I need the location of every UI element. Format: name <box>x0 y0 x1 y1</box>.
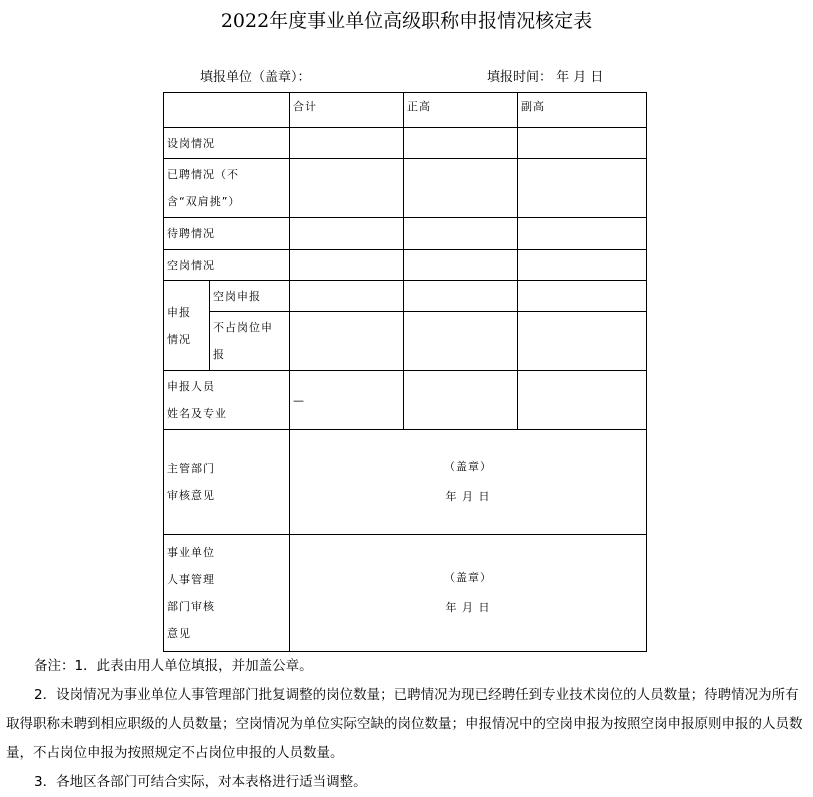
hr-approval-cell[interactable] <box>290 535 647 652</box>
apply-label-line1: 申报 <box>167 305 191 319</box>
row-pending <box>164 218 647 250</box>
column-header-associate: 副高 <box>518 93 647 128</box>
row-applicants <box>164 371 647 430</box>
row-hired <box>164 159 647 218</box>
cell-hired-total[interactable] <box>290 159 404 218</box>
nonoccupy-label-line2: 报 <box>213 348 225 361</box>
nonoccupy-label-line1: 不占岗位申 <box>213 321 273 334</box>
hr-label-line3: 部门审核 <box>167 600 215 613</box>
supervisor-stamp: （盖章） <box>444 460 492 473</box>
note-3: 3．各地区各部门可结合实际，对本表格进行适当调整。 <box>34 774 367 790</box>
header-row <box>164 93 647 128</box>
supervisor-date: 年 月 日 <box>445 490 491 503</box>
approval-form-table <box>163 92 647 652</box>
cell-apply-vacant-senior[interactable] <box>404 281 518 312</box>
hired-label-line1: 已聘情况（不 <box>167 168 239 181</box>
supervisor-label-line1: 主管部门 <box>167 462 215 475</box>
hr-stamp: （盖章） <box>444 571 492 584</box>
apply-label-line2: 情况 <box>167 332 191 346</box>
row-hr-approval <box>164 535 647 652</box>
fill-time-label: 填报时间： 年 月 日 <box>487 70 604 85</box>
cell-set-posts-associate[interactable] <box>518 128 647 159</box>
sub-label-apply-nonoccupy <box>210 312 290 371</box>
unit-label: 填报单位（盖章）： <box>200 70 311 85</box>
cell-vacant-senior[interactable] <box>404 250 518 281</box>
row-label-pending: 待聘情况 <box>164 218 290 250</box>
supervisor-approval-cell[interactable] <box>290 430 647 535</box>
cell-apply-nonoccupy-senior[interactable] <box>404 312 518 371</box>
row-label-vacant: 空岗情况 <box>164 250 290 281</box>
hr-label-line4: 意见 <box>167 627 191 640</box>
column-header-senior: 正高 <box>404 93 518 128</box>
cell-applicants-total[interactable]: — <box>290 371 404 430</box>
row-apply-vacant <box>164 281 647 312</box>
cell-hired-associate[interactable] <box>518 159 647 218</box>
cell-apply-vacant-associate[interactable] <box>518 281 647 312</box>
hr-label-line2: 人事管理 <box>167 573 215 586</box>
row-vacant <box>164 250 647 281</box>
cell-vacant-associate[interactable] <box>518 250 647 281</box>
applicants-label-line1: 申报人员 <box>167 380 215 393</box>
row-label-apply <box>164 281 210 371</box>
cell-pending-senior[interactable] <box>404 218 518 250</box>
cell-apply-nonoccupy-associate[interactable] <box>518 312 647 371</box>
cell-apply-vacant-total[interactable] <box>290 281 404 312</box>
cell-vacant-total[interactable] <box>290 250 404 281</box>
column-header-total: 合计 <box>290 93 404 128</box>
note-1: 备注：1．此表由用人单位填报，并加盖公章。 <box>34 658 313 674</box>
hr-approval-label <box>164 535 290 652</box>
note-2: 2．设岗情况为事业单位人事管理部门批复调整的岗位数量；已聘情况为现已经聘任到专业技术岗位的人员数量；待聘情况为所有取得职称未聘到相应职级的人员数量；空岗情况为单位实际空缺的岗位数量；申报情况中的空岗申报为按照空岗申报原则申报的人员数量，不占岗位申报为按照规定不占岗位申报的人员数量。 <box>6 687 803 761</box>
sub-label-apply-vacant: 空岗申报 <box>210 281 290 312</box>
corner-cell <box>164 93 290 128</box>
cell-set-posts-senior[interactable] <box>404 128 518 159</box>
document-title: 2022年度事业单位高级职称申报情况核定表 <box>220 10 593 32</box>
row-label-applicants <box>164 371 290 430</box>
hired-label-line2: 含“双肩挑”） <box>167 195 241 208</box>
cell-hired-senior[interactable] <box>404 159 518 218</box>
cell-set-posts-total[interactable] <box>290 128 404 159</box>
row-apply-nonoccupy <box>164 312 647 371</box>
row-set-posts <box>164 128 647 159</box>
cell-pending-total[interactable] <box>290 218 404 250</box>
row-label-hired <box>164 159 290 218</box>
notes-section <box>6 652 806 797</box>
cell-applicants-senior[interactable] <box>404 371 518 430</box>
hr-date: 年 月 日 <box>445 601 491 614</box>
applicants-label-line2: 姓名及专业 <box>167 407 227 420</box>
supervisor-label-line2: 审核意见 <box>167 489 215 502</box>
cell-apply-nonoccupy-total[interactable] <box>290 312 404 371</box>
cell-applicants-associate[interactable] <box>518 371 647 430</box>
cell-pending-associate[interactable] <box>518 218 647 250</box>
row-label-set-posts: 设岗情况 <box>164 128 290 159</box>
row-supervisor-approval <box>164 430 647 535</box>
supervisor-approval-label <box>164 430 290 535</box>
hr-label-line1: 事业单位 <box>167 546 215 559</box>
